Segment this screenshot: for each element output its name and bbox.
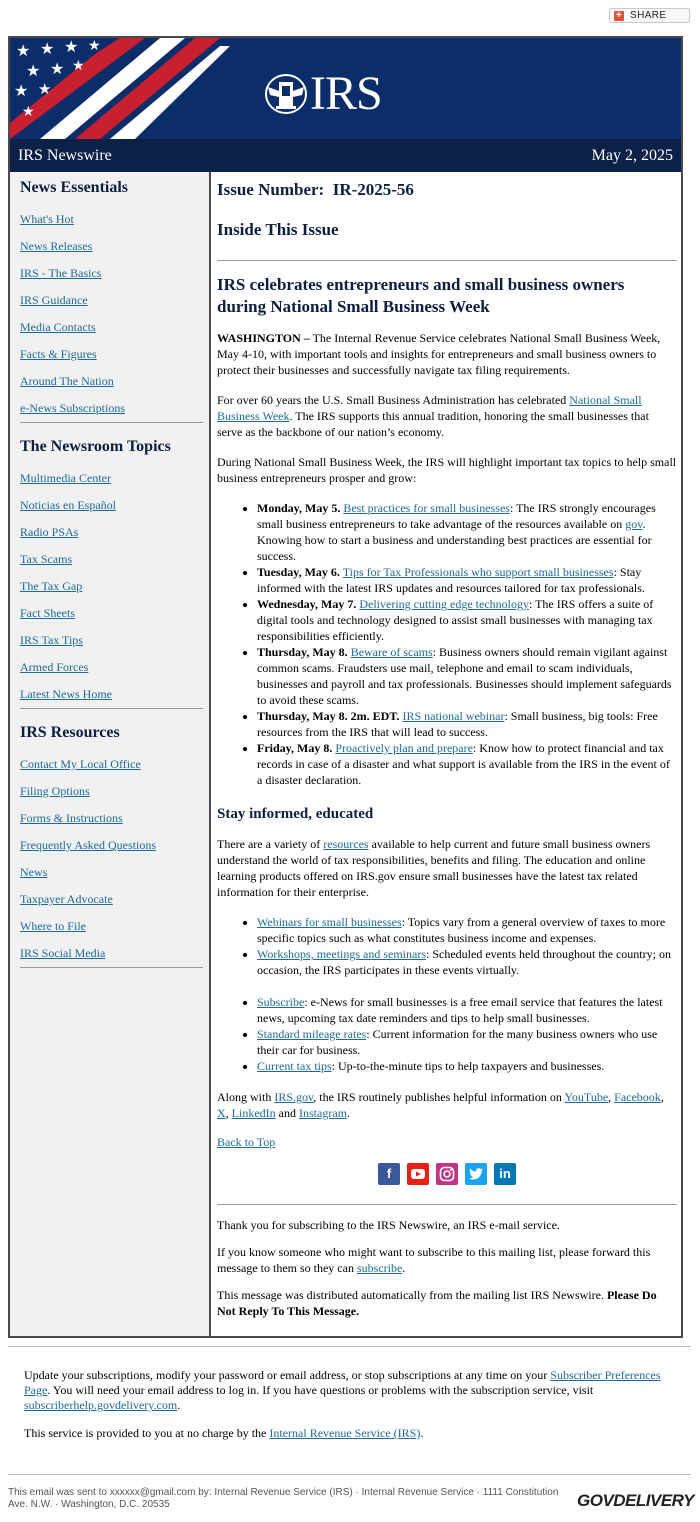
stay-informed-heading: Stay informed, educated (217, 806, 374, 822)
resource-link[interactable]: Standard mileage rates (257, 1027, 367, 1041)
back-to-top-link[interactable]: Back to Top (217, 1135, 276, 1149)
footer-divider (8, 1346, 691, 1347)
topic-link[interactable]: IRS national webinar (402, 709, 505, 723)
list-item (257, 500, 677, 564)
govdelivery-logo[interactable] (577, 1491, 694, 1511)
footer-paragraph: This service is provided to you at no charge by the Internal Revenue Service (IRS). (24, 1426, 424, 1440)
paragraph: Along with IRS.gov, the IRS routinely publishes helpful information on YouTube, Facebook, X, LinkedIn and Instagram. (217, 1090, 664, 1120)
sidebar-link[interactable]: e-News Subscriptions (20, 401, 125, 415)
item-text: : Business owners should remain vigilant against common scams. Fraudsters use mail, telephone and email to scam individuals, businesses and payroll and tax professionals. Businesses should implement safeguards to avoid these scams. (257, 645, 672, 707)
sidebar-link[interactable]: Latest News Home (20, 687, 112, 701)
sidebar-link[interactable]: Frequently Asked Questions (20, 838, 156, 852)
day-label: Thursday, May 8. (257, 645, 348, 659)
svg-text:★: ★ (88, 38, 101, 54)
paragraph-text: , the IRS routinely publishes helpful information on (313, 1090, 565, 1104)
footer-text: . You will need your email address to log in. If you have questions or problems with the subscription service, visit (47, 1383, 594, 1397)
subscriber-help-link[interactable]: subscriberhelp.govdelivery.com (24, 1398, 178, 1412)
sidebar-link[interactable]: Radio PSAs (20, 525, 79, 539)
resource-link[interactable]: Workshops, meetings and seminars (257, 947, 427, 961)
issue-number-heading (217, 180, 677, 200)
sidebar-link[interactable]: What's Hot (20, 212, 74, 226)
list-item (257, 740, 677, 788)
newsletter-name: IRS Newswire (18, 146, 112, 164)
sidebar-link[interactable]: Filing Options (20, 784, 90, 798)
flag-stripes-graphic (10, 38, 230, 139)
sidebar-link[interactable]: Noticias en Español (20, 498, 116, 512)
sidebar-list (20, 471, 209, 714)
paragraph (217, 1287, 677, 1319)
paragraph: Thank you for subscribing to the IRS Newswire, an IRS e-mail service. (217, 1218, 560, 1232)
section-divider (217, 260, 677, 261)
x-link[interactable]: X (217, 1106, 226, 1120)
resource-link[interactable]: Webinars for small businesses (257, 915, 402, 929)
section-divider (217, 1204, 677, 1205)
subscriber-preferences-link[interactable]: Subscriber Preferences Page (24, 1368, 661, 1397)
sidebar (10, 172, 211, 1336)
irs-link[interactable]: Internal Revenue Service (IRS) (269, 1426, 421, 1440)
list-item (257, 644, 677, 708)
sent-to-notice: This email was sent to xxxxxx@gmail.com by: Internal Revenue Service (IRS) · Internal Revenue Service · 1111 Constitution Ave. N.W. · Washington, D.C. 20535 (8, 1487, 559, 1510)
paragraph (217, 392, 677, 440)
sidebar-heading: The Newsroom Topics (20, 438, 171, 455)
item-text: : Stay informed with the latest IRS updates and resources tailored for tax professionals. (257, 565, 645, 595)
resources-list (217, 914, 677, 978)
sidebar-heading: News Essentials (20, 179, 129, 196)
list-item (257, 1058, 677, 1074)
sidebar-link[interactable]: Around The Nation (20, 374, 114, 388)
footer-text: Update your subscriptions, modify your password or email address, or stop subscriptions at any time on your (24, 1368, 551, 1382)
list-item (257, 596, 677, 644)
sidebar-link[interactable]: Fact Sheets (20, 606, 75, 620)
irs-banner (10, 38, 681, 139)
twitter-icon[interactable] (465, 1163, 487, 1185)
youtube-link[interactable]: YouTube (564, 1090, 609, 1104)
paragraph: During National Small Business Week, the IRS will highlight important tax topics to help small business entrepreneurs prosper and grow: (217, 455, 677, 485)
issue-number: IR-2025-56 (332, 180, 414, 199)
footer-divider (8, 1474, 691, 1475)
svg-text:★: ★ (72, 58, 85, 74)
paragraph-text: For over 60 years the U.S. Small Business Administration has celebrated (217, 393, 570, 407)
govdelivery-logo-text: GOVDELIVERY (577, 1491, 694, 1510)
sidebar-link[interactable]: Media Contacts (20, 320, 96, 334)
sidebar-link[interactable]: Forms & Instructions (20, 811, 123, 825)
sidebar-heading: IRS Resources (20, 724, 120, 741)
sidebar-link[interactable]: Tax Scams (20, 552, 73, 566)
paragraph (217, 1134, 677, 1150)
item-text: . Knowing how to start a business and understanding best practices are essential for success. (257, 517, 652, 563)
sidebar-link[interactable]: IRS Tax Tips (20, 633, 83, 647)
day-label: Wednesday, May 7. (257, 597, 357, 611)
topic-link[interactable]: Proactively plan and prepare (335, 741, 473, 755)
paragraph-text: The Internal Revenue Service celebrates National Small Business Week, May 4-10, with important tools and insights for entrepreneurs and small business owners to protect their businesses and successfully navigate tax filing requirements. (217, 331, 661, 377)
svg-text:★: ★ (22, 104, 35, 120)
list-item (257, 708, 677, 740)
share-label: SHARE (630, 10, 667, 21)
item-text: : e-News for small businesses is a free email service that features the latest news, upcoming tax date reminders and tips to help small businesses. (257, 995, 663, 1025)
item-text: : Current information for the many business owners who use their car for business. (257, 1027, 658, 1057)
instagram-icon[interactable] (436, 1163, 458, 1185)
day-label: Tuesday, May 6. (257, 565, 340, 579)
irs-gov-link[interactable]: IRS.gov (274, 1090, 314, 1104)
sidebar-divider (20, 967, 203, 968)
topic-link[interactable]: Best practices for small businesses (343, 501, 510, 515)
topic-link[interactable]: Tips for Tax Professionals who support small businesses (342, 565, 614, 579)
title-bar (10, 139, 681, 172)
sidebar-section-news-essentials (10, 172, 209, 428)
subscribe-link[interactable]: subscribe (356, 1261, 403, 1275)
paragraph-text: This message was distributed automatically from the mailing list IRS Newswire. (217, 1288, 607, 1302)
item-text: : The IRS offers a suite of digital tools and technology designed to assist small businesses with managing tax responsibilities efficiently. (257, 597, 654, 643)
gov-link[interactable]: gov (625, 517, 643, 531)
svg-text:★: ★ (16, 41, 31, 60)
share-plus-icon: + (615, 9, 623, 21)
article-main (217, 172, 677, 1319)
resource-link[interactable]: Current tax tips (257, 1059, 332, 1073)
irs-logo-text: IRS (310, 67, 382, 120)
item-text: : Know how to protect financial and tax records in case of a disaster and what support is available from the IRS in the event of a disaster declaration. (257, 741, 670, 787)
paragraph-text: and (275, 1106, 299, 1120)
inside-this-issue-heading: Inside This Issue (217, 220, 339, 239)
resource-link[interactable]: Subscribe (257, 995, 305, 1009)
resources-list (217, 994, 677, 1074)
svg-text:★: ★ (38, 80, 52, 98)
issue-label: Issue Number: (217, 180, 325, 199)
paragraph-text: If you know someone who might want to subscribe to this mailing list, please forward this message to them so they can (217, 1245, 651, 1275)
footer-text: This service is provided to you at no charge by the (24, 1426, 270, 1440)
sidebar-link[interactable]: IRS - The Basics (20, 266, 102, 280)
sidebar-list (20, 757, 209, 973)
sidebar-section-irs-resources (10, 709, 209, 973)
svg-text:★: ★ (40, 39, 55, 58)
list-item (257, 994, 677, 1026)
item-text: : The IRS strongly encourages small business entrepreneurs to take advantage of the resources available on (257, 501, 656, 531)
sidebar-link[interactable]: News (20, 865, 48, 879)
paragraph-text: . The IRS supports this annual tradition, honoring the small businesses that serve as the backbone of our nation’s economy. (217, 409, 649, 439)
sidebar-link[interactable]: Taxpayer Advocate (20, 892, 113, 906)
dateline: WASHINGTON – (217, 331, 310, 345)
item-text: : Scheduled events held throughout the country; on occasion, the IRS participates in these events virtually. (257, 947, 671, 977)
day-label: Thursday, May 8. 2m. EDT. (257, 709, 400, 723)
linkedin-icon[interactable]: in (494, 1163, 516, 1185)
newsletter-frame (8, 36, 683, 1338)
item-text: : Up-to-the-minute tips to help taxpayers and businesses. (331, 1059, 605, 1073)
sidebar-link[interactable]: The Tax Gap (20, 579, 83, 593)
list-item (257, 564, 677, 596)
paragraph: If you know someone who might want to subscribe to this mailing list, please forward this message to them so they can subscribe. (217, 1245, 651, 1275)
list-item (257, 1026, 677, 1058)
paragraph (217, 330, 677, 378)
day-label: Friday, May 8. (257, 741, 333, 755)
social-icons (217, 1163, 677, 1185)
paragraph (217, 836, 677, 900)
sidebar-link[interactable]: Facts & Figures (20, 347, 97, 361)
do-not-reply-notice: Please Do Not Reply To This Message. (217, 1288, 657, 1318)
paragraph-text: available to help current and future small business owners understand the world of tax responsibilities, benefits and filing. The education and online learning products offered on IRS.gov ensure small businesses have the latest tax related information for their enterprise. (217, 837, 651, 899)
youtube-icon[interactable] (407, 1163, 429, 1185)
sidebar-link[interactable]: Armed Forces (20, 660, 89, 674)
facebook-link[interactable]: Facebook (614, 1090, 661, 1104)
paragraph-text: There are a variety of (217, 837, 324, 851)
sidebar-section-newsroom-topics (10, 423, 209, 714)
facebook-icon[interactable]: f (378, 1163, 400, 1185)
article-headline: IRS celebrates entrepreneurs and small business owners during National Small Business Week (217, 275, 625, 316)
svg-text:★: ★ (64, 38, 79, 56)
national-small-business-week-link[interactable]: National Small Business Week (217, 393, 642, 423)
list-item (257, 914, 677, 946)
instagram-link[interactable]: Instagram (299, 1106, 347, 1120)
footer-paragraph: Update your subscriptions, modify your password or email address, or stop subscriptions at any time on your Subscriber Preferences Page. You will need your email address to log in. If you have questions or problems with the subscription service, visit subscriberhelp.govdelivery.com. (24, 1368, 661, 1412)
daily-topics-list (217, 500, 677, 788)
svg-text:★: ★ (26, 61, 41, 80)
day-label: Monday, May 5. (257, 501, 341, 515)
sidebar-link[interactable]: Multimedia Center (20, 471, 111, 485)
share-button[interactable] (609, 8, 690, 23)
item-text: : Topics vary from a general overview of taxes to more specific topics such as what constitutes business income and expenses. (257, 915, 666, 945)
list-item (257, 946, 677, 978)
issue-date: May 2, 2025 (591, 146, 673, 164)
paragraph-text: Along with (217, 1090, 275, 1104)
sidebar-link[interactable]: Where to File (20, 919, 86, 933)
linkedin-link[interactable]: LinkedIn (231, 1106, 276, 1120)
topic-link[interactable]: Beware of scams (350, 645, 433, 659)
sidebar-link[interactable]: Contact My Local Office (20, 757, 141, 771)
svg-text:★: ★ (14, 81, 29, 100)
svg-text:★: ★ (50, 59, 65, 78)
topic-link[interactable]: Delivering cutting edge technology (359, 597, 529, 611)
eagle-icon (264, 73, 308, 115)
sidebar-link[interactable]: IRS Guidance (20, 293, 88, 307)
item-text: : Small business, big tools: Free resources from the IRS that will lead to success. (257, 709, 658, 739)
sidebar-link[interactable]: IRS Social Media (20, 946, 106, 960)
resources-link[interactable]: resources (323, 837, 369, 851)
irs-logo (264, 67, 382, 120)
footer (24, 1368, 664, 1441)
sidebar-link[interactable]: News Releases (20, 239, 93, 253)
sidebar-list (20, 212, 209, 428)
